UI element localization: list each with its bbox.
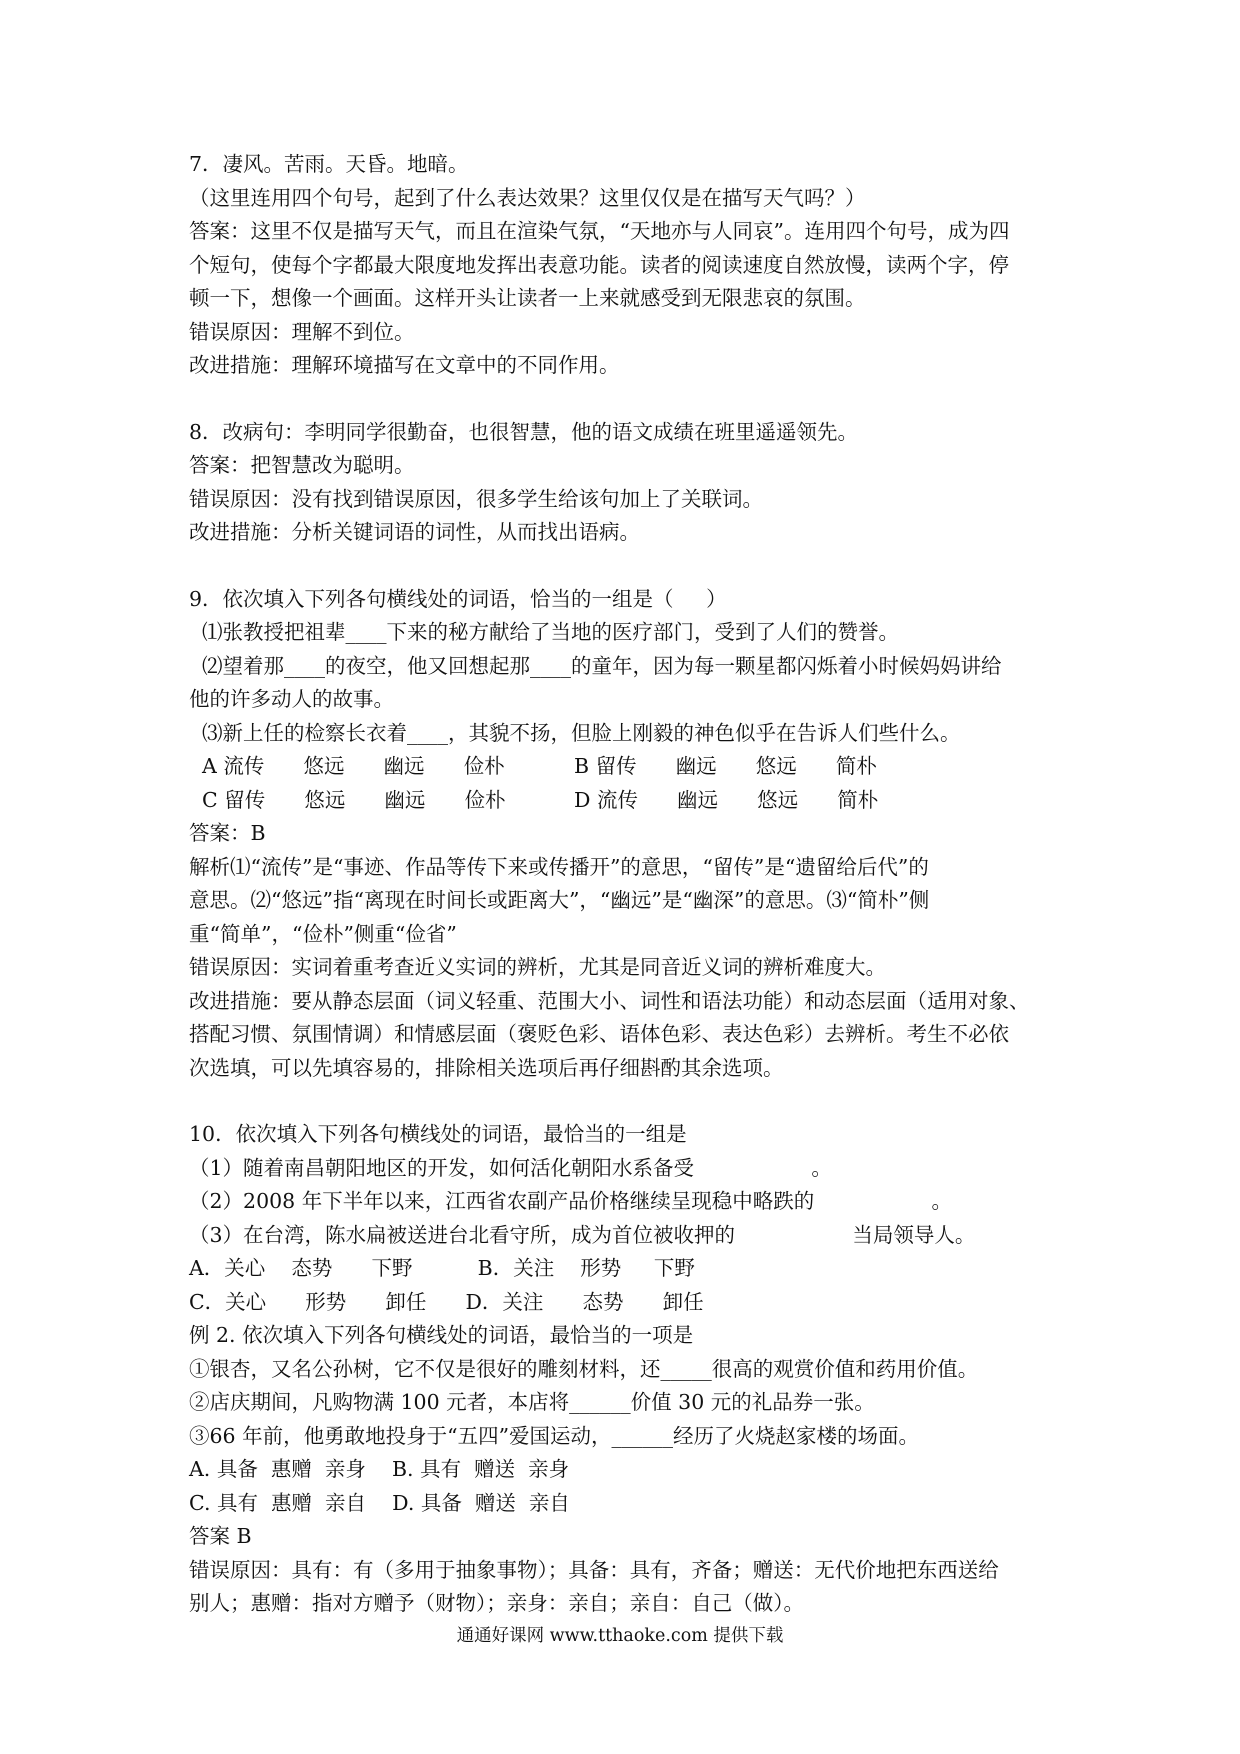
- option-d: D 流传 幽远 悠远 简朴: [574, 787, 879, 812]
- option-b: B 留传 幽远 悠远 简朴: [574, 754, 877, 778]
- option-c: C 留传 悠远 幽远 俭朴: [189, 787, 506, 812]
- question-8-error-reason: 错误原因：没有找到错误原因，很多学生给该句加上了关联词。: [189, 486, 763, 511]
- section-gap: [189, 1085, 1049, 1118]
- question-9-sentence-1: ⑴张教授把祖辈____下来的秘方献给了当地的医疗部门，受到了人们的赞誉。: [189, 620, 900, 644]
- example-2: [189, 1319, 1049, 1621]
- question-9-sentence-2: ⑵望着那____的夜空，他又回想起那____的童年，因为每一颗星都闪烁着小时候妈妈讲给: [189, 653, 1002, 678]
- question-9-sentence-3: ⑶新上任的检察长衣着____，其貌不扬，但脸上刚毅的神色似乎在告诉人们些什么。: [189, 720, 961, 745]
- question-9-analysis-line: 解析⑴“流传”是“事迹、作品等传下来或传播开”的意思，“留传”是“遗留给后代”的: [189, 854, 929, 879]
- section-gap: [189, 383, 1049, 416]
- example-2-options-row-1: A. 具备 惠赠 亲身 B. 具有 赠送 亲身: [189, 1457, 570, 1481]
- document-body: [189, 148, 1049, 1621]
- question-8-answer: 答案：把智慧改为聪明。: [189, 453, 415, 477]
- question-9-analysis-line: 意思。⑵“悠远”指“离现在时间长或距离大”，“幽远”是“幽深”的意思。⑶“简朴”侧: [189, 888, 930, 912]
- question-10-options-row-1: A．关心 态势 下野 B．关注 形势 下野: [189, 1256, 695, 1280]
- question-9-improvement-line: 次选填，可以先填容易的，排除相关选项后再仔细斟酌其余选项。: [189, 1055, 784, 1080]
- question-7-title: 7．凄风。苦雨。天昏。地暗。: [189, 152, 469, 176]
- example-2-error-line: 错误原因：具有：有（多用于抽象事物）；具备：具有，齐备；赠送：无代价地把东西送给: [189, 1557, 999, 1582]
- question-7-improvement: 改进措施：理解环境描写在文章中的不同作用。: [189, 353, 620, 377]
- question-7-answer-line: 个短句，使每个字都最大限度地发挥出表意功能。读者的阅读速度自然放慢，读两个字，停: [189, 252, 1009, 277]
- question-9-title: 9．依次填入下列各句横线处的词语，恰当的一组是（ ）: [189, 586, 727, 611]
- question-10-sentence-1: （1）随着南昌朝阳地区的开发，如何活化朝阳水系备受 。: [189, 1155, 832, 1180]
- section-gap: [189, 550, 1049, 583]
- example-2-sentence-1: ①银杏，又名公孙树，它不仅是很好的雕刻材料，还_____很高的观赏价值和药用价值。: [189, 1356, 979, 1381]
- question-10-title: 10．依次填入下列各句横线处的词语，最恰当的一组是: [189, 1122, 687, 1146]
- question-8-improvement: 改进措施：分析关键词语的词性，从而找出语病。: [189, 520, 640, 544]
- question-8-title: 8．改病句：李明同学很勤奋，也很智慧，他的语文成绩在班里遥遥领先。: [189, 419, 859, 444]
- question-9: [189, 583, 1049, 1086]
- example-2-answer: 答案 B: [189, 1524, 252, 1548]
- page-footer: 通通好课网 www.tthaoke.com 提供下载: [456, 1626, 784, 1646]
- example-2-title: 例 2. 依次填入下列各句横线处的词语，最恰当的一项是: [189, 1323, 694, 1347]
- question-7-error-reason: 错误原因：理解不到位。: [189, 319, 415, 344]
- question-10-sentence-3: （3）在台湾，陈水扁被送进台北看守所，成为首位被收押的 当局领导人。: [189, 1222, 976, 1247]
- example-2-sentence-3: ③66 年前，他勇敢地投身于“五四”爱国运动，______经历了火烧赵家楼的场面。: [189, 1423, 920, 1448]
- question-7: [189, 148, 1049, 383]
- question-9-options-row-2: [189, 784, 1049, 818]
- example-2-sentence-2: ②店庆期间，凡购物满 100 元者，本店将______价值 30 元的礼品券一张。: [189, 1390, 875, 1414]
- question-9-improvement-line: 搭配习惯、氛围情调）和情感层面（褒贬色彩、语体色彩、表达色彩）去辨析。考生不必依: [189, 1022, 1009, 1046]
- question-10: [189, 1118, 1049, 1319]
- question-9-sentence-2-cont: 他的许多动人的故事。: [189, 687, 394, 711]
- question-7-answer-line: 顿一下，想像一个画面。这样开头让读者一上来就感受到无限悲哀的氛围。: [189, 286, 866, 310]
- question-9-analysis-line: 重“简单”，“俭朴”侧重“俭省”: [189, 921, 457, 946]
- question-7-prompt: （这里连用四个句号，起到了什么表达效果？这里仅仅是在描写天气吗？）: [189, 185, 866, 210]
- example-2-error-line: 别人；惠赠：指对方赠予（财物）；亲身：亲自；亲自：自己（做）。: [189, 1591, 804, 1615]
- question-9-error-reason: 错误原因：实词着重考查近义实词的辨析，尤其是同音近义词的辨析难度大。: [189, 955, 886, 979]
- question-9-options-row-1: [189, 750, 1049, 784]
- option-a: A 流传 悠远 幽远 俭朴: [189, 754, 505, 778]
- question-9-improvement-line: 改进措施：要从静态层面（词义轻重、范围大小、词性和语法功能）和动态层面（适用对象、: [189, 988, 1030, 1013]
- question-9-answer: 答案：B: [189, 821, 266, 845]
- question-10-sentence-2: （2）2008 年下半年以来，江西省农副产品价格继续呈现稳中略跌的 。: [189, 1189, 953, 1213]
- question-7-answer-line: 答案：这里不仅是描写天气，而且在渲染气氛，“天地亦与人同哀”。连用四个句号，成为四: [189, 219, 1010, 243]
- question-8: [189, 416, 1049, 550]
- question-10-options-row-2: C．关心 形势 卸任 D．关注 态势 卸任: [189, 1289, 704, 1314]
- example-2-options-row-2: C. 具有 惠赠 亲自 D. 具备 赠送 亲自: [189, 1490, 570, 1515]
